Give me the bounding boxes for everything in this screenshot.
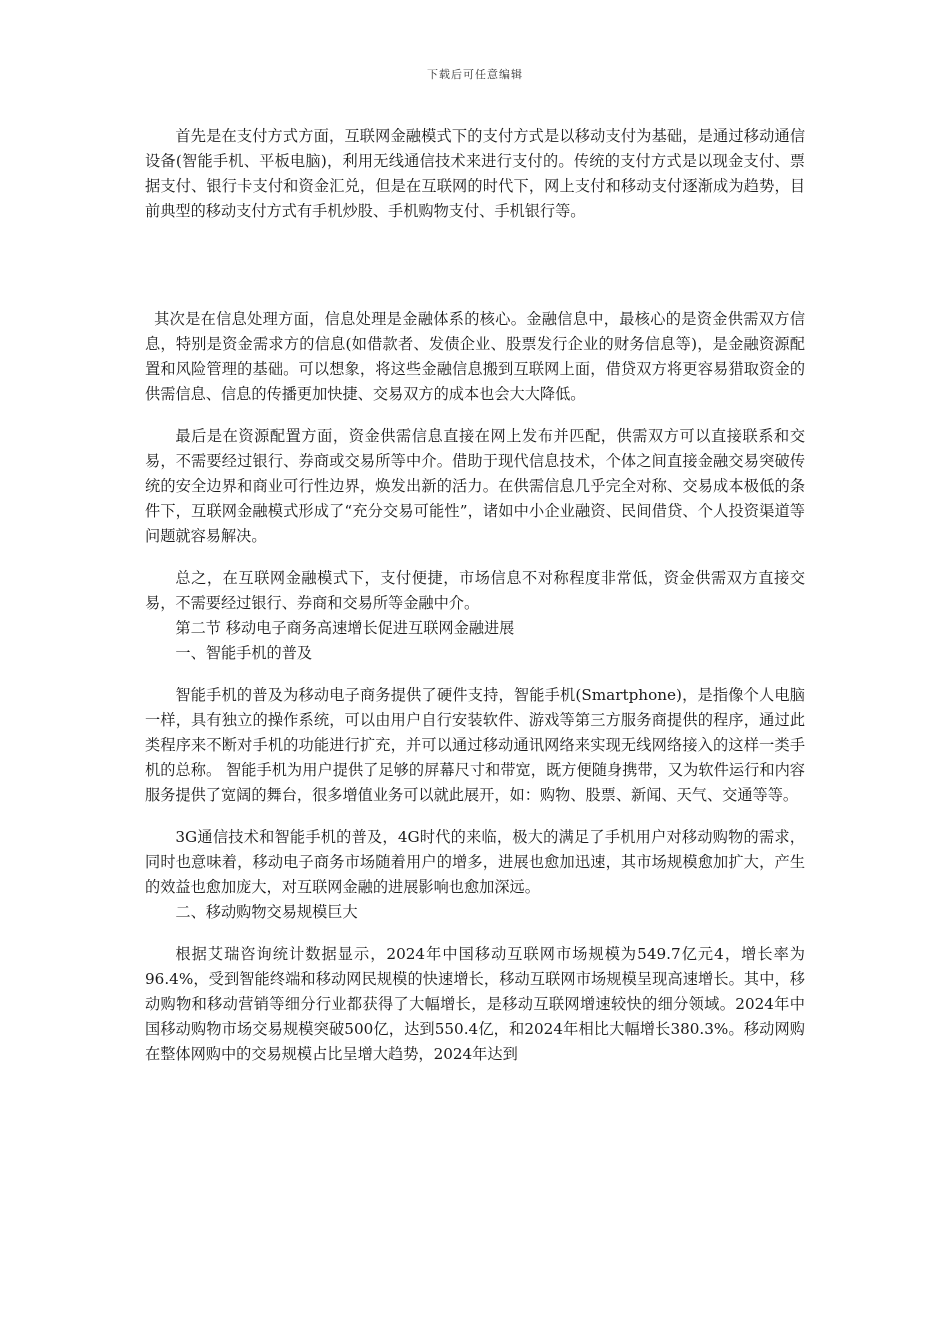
document-body <box>145 124 805 1067</box>
subheading-mobile-shopping: 二、移动购物交易规模巨大 <box>175 903 358 921</box>
page-header: 下载后可任意编辑 <box>427 68 523 81</box>
paragraph-3g-4g: 3G通信技术和智能手机的普及，4G时代的来临，极大的满足了手机用户对移动购物的需求，同时也意味着，移动电子商务市场随着用户的增多，进展也愈加迅速，其市场规模愈加扩大，产生的效益也愈加庞大，对互联网金融的进展影响也愈加深远。 <box>145 828 805 896</box>
paragraph-smartphone: 智能手机的普及为移动电子商务提供了硬件支持，智能手机(Smartphone)，是指像个人电脑一样，具有独立的操作系统，可以由用户自行安装软件、游戏等第三方服务商提供的程序，通过此类程序来不断对手机的功能进行扩充，并可以通过移动通讯网络来实现无线网络接入的这样一类手机的总称。 智能手机为用户提供了足够的屏幕尺寸和带宽，既方便随身携带，又为软件运行和内容服务提供了宽阔的舞台，很多增值业务可以就此展开，如：购物、股票、新闻、天气、交通等等。 <box>145 686 805 804</box>
paragraph-resource-allocation: 最后是在资源配置方面，资金供需信息直接在网上发布并匹配，供需双方可以直接联系和交易，不需要经过银行、券商或交易所等中介。借助于现代信息技术，个体之间直接金融交易突破传统的安全边界和商业可行性边界，焕发出新的活力。在供需信息几乎完全对称、交易成本极低的条件下，互联网金融模式形成了“充分交易可能性”，诸如中小企业融资、民间借贷、个人投资渠道等问题就容易解决。 <box>145 427 805 545</box>
paragraph-payment: 首先是在支付方式方面，互联网金融模式下的支付方式是以移动支付为基础，是通过移动通信设备(智能手机、平板电脑)，利用无线通信技术来进行支付的。传统的支付方式是以现金支付、票据支付、银行卡支付和资金汇兑，但是在互联网的时代下，网上支付和移动支付逐渐成为趋势，目前典型的移动支付方式有手机炒股、手机购物支付、手机银行等。 <box>145 127 805 220</box>
paragraph-summary: 总之，在互联网金融模式下，支付便捷，市场信息不对称程度非常低，资金供需双方直接交易，不需要经过银行、券商和交易所等金融中介。 <box>145 569 805 612</box>
paragraph-information: 其次是在信息处理方面，信息处理是金融体系的核心。金融信息中，最核心的是资金供需双方信息，特别是资金需求方的信息(如借款者、发债企业、股票发行企业的财务信息等)，是金融资源配置和风险管理的基础。可以想象，将这些金融信息搬到互联网上面，借贷双方将更容易猎取资金的供需信息、信息的传播更加快捷、交易双方的成本也会大大降低。 <box>145 310 805 403</box>
subheading-smartphone: 一、智能手机的普及 <box>175 644 313 662</box>
paragraph-market-data: 根据艾瑞咨询统计数据显示，2024年中国移动互联网市场规模为549.7亿元4，增长率为96.4%，受到智能终端和移动网民规模的快速增长，移动互联网市场规模呈现高速增长。其中，移动购物和移动营销等细分行业都获得了大幅增长，是移动互联网增速较快的细分领域。2024年中国移动购物市场交易规模突破500亿，达到550.4亿，和2024年相比大幅增长380.3%。移动网购在整体网购中的交易规模占比呈增大趋势，2024年达到 <box>145 945 805 1063</box>
section-heading: 第二节 移动电子商务高速增长促进互联网金融进展 <box>175 619 515 637</box>
